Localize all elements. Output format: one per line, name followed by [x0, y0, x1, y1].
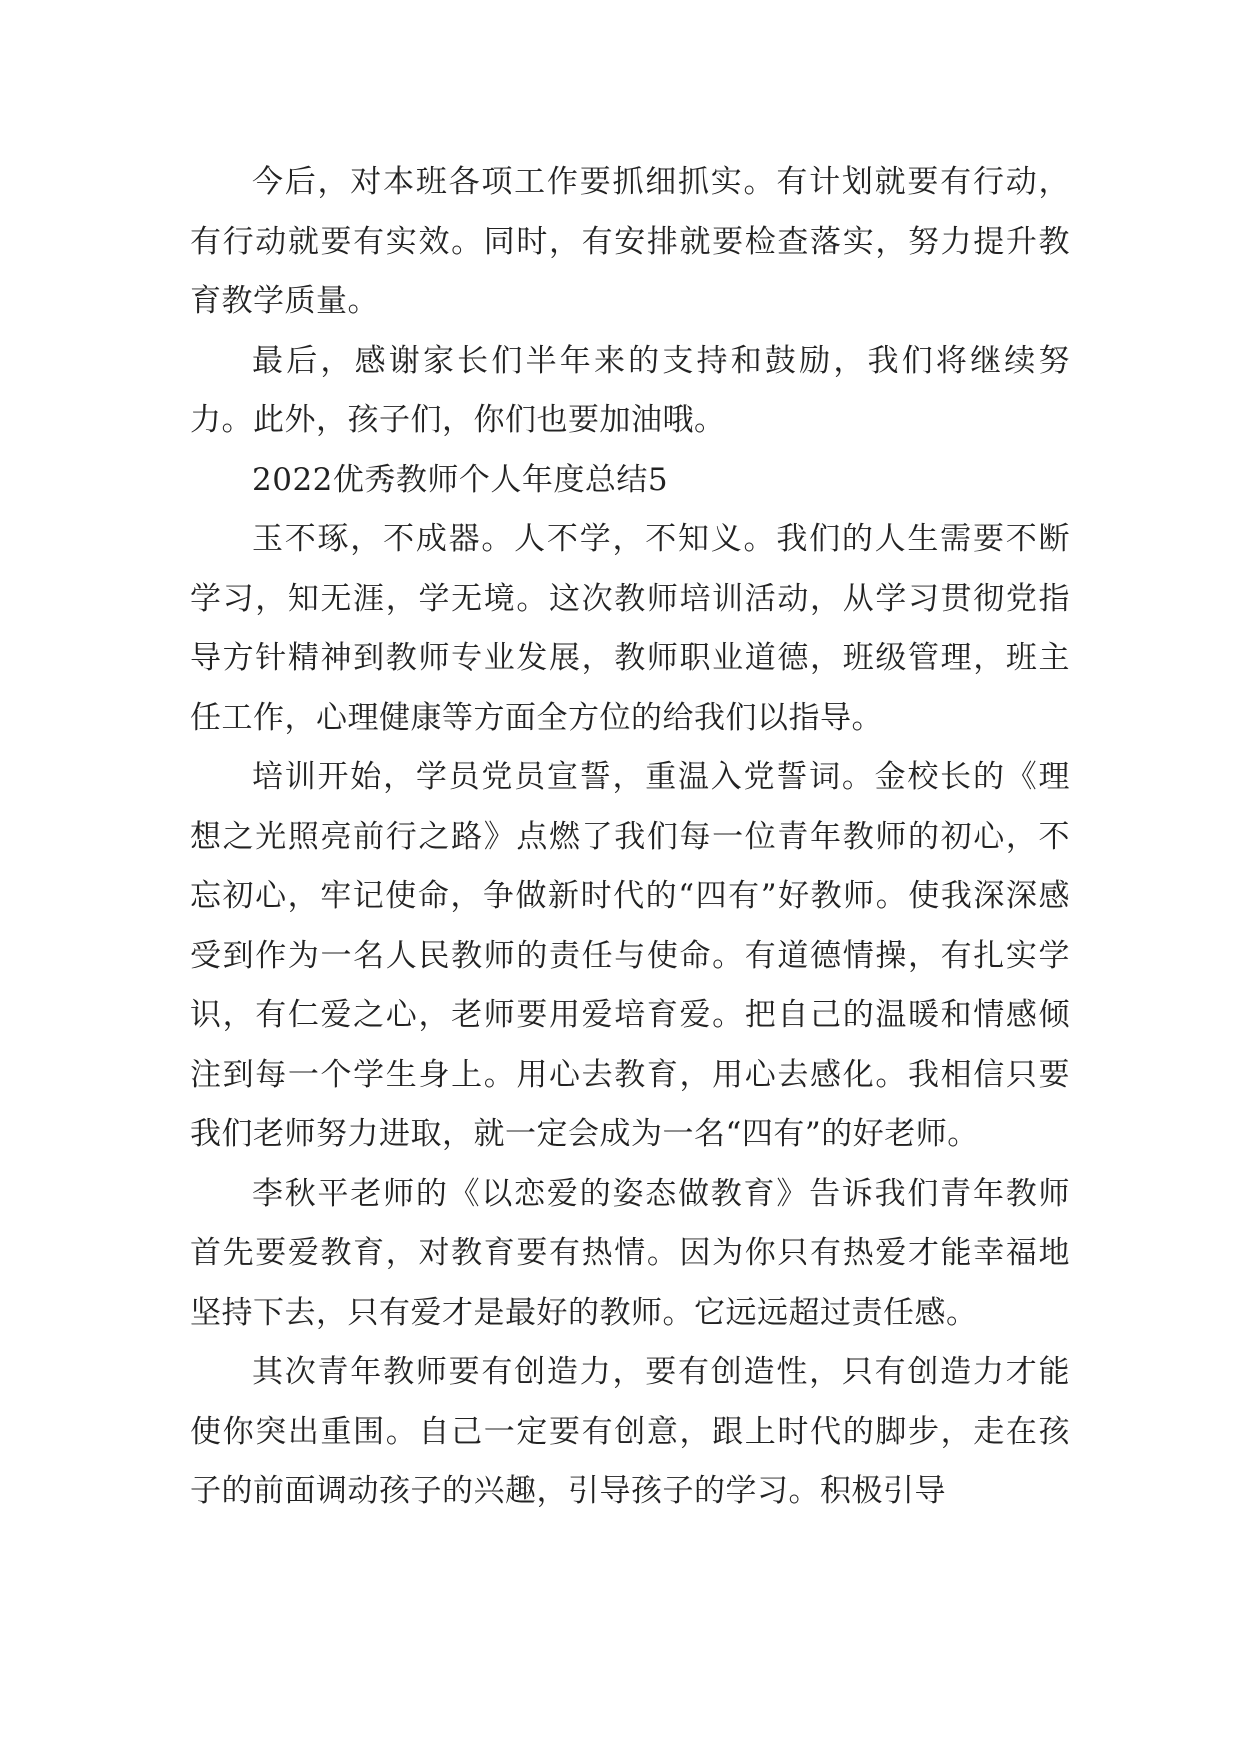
section-heading: 2022优秀教师个人年度总结5: [252, 461, 669, 498]
paragraph: 今后，对本班各项工作要抓细抓实。有计划就要有行动，有行动就要有实效。同时，有安排就要检查落实，努力提升教育教学质量。: [190, 164, 1070, 319]
document-page: [190, 153, 1070, 1522]
paragraph: 其次青年教师要有创造力，要有创造性，只有创造力才能使你突出重围。自己一定要有创意，跟上时代的脚步，走在孩子的前面调动孩子的兴趣，引导孩子的学习。积极引导: [190, 1354, 1070, 1509]
paragraph: 李秋平老师的《以恋爱的姿态做教育》告诉我们青年教师首先要爱教育，对教育要有热情。因为你只有热爱才能幸福地坚持下去，只有爱才是最好的教师。它远远超过责任感。: [190, 1175, 1070, 1331]
paragraph: 玉不琢，不成器。人不学，不知义。我们的人生需要不断学习，知无涯，学无境。这次教师培训活动，从学习贯彻党指导方针精神到教师专业发展，教师职业道德，班级管理，班主任工作，心理健康等方面全方位的给我们以指导。: [190, 521, 1070, 736]
paragraph: 最后，感谢家长们半年来的支持和鼓励，我们将继续努力。此外，孩子们，你们也要加油哦。: [190, 342, 1070, 438]
paragraph: 培训开始，学员党员宣誓，重温入党誓词。金校长的《理想之光照亮前行之路》点燃了我们每一位青年教师的初心，不忘初心，牢记使命，争做新时代的“四有”好教师。使我深深感受到作为一名人民教师的责任与使命。有道德情操，有扎实学识，有仁爱之心，老师要用爱培育爱。把自己的温暖和情感倾注到每一个学生身上。用心去教育，用心去感化。我相信只要我们老师努力进取，就一定会成为一名“四有”的好老师。: [190, 759, 1070, 1152]
